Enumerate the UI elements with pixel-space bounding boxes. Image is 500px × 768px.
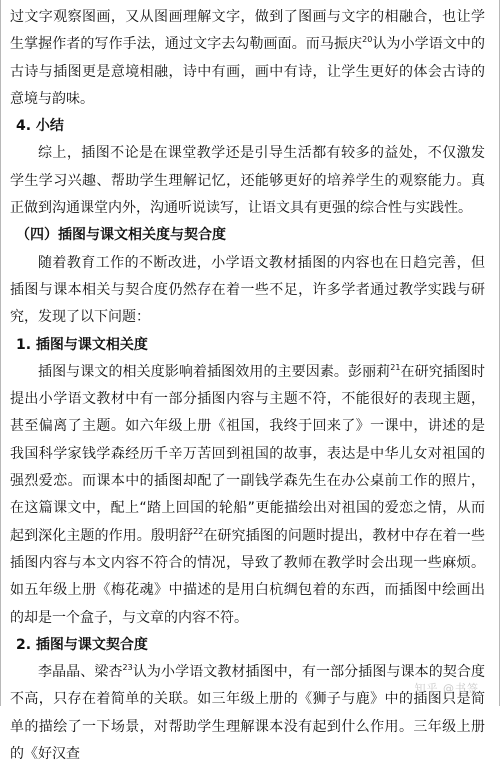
citation-marker: 21 <box>390 362 401 372</box>
heading-section-four: （四）插图与课文相关度与契合度 <box>16 227 226 244</box>
paragraph-text: 过文字观察图画，又从图画理解文字，做到了图画与文字的相融合，也让学生掌握作者的写作手法，通过文字去勾勒画面。而马振庆 <box>10 9 485 53</box>
citation-marker: 23 <box>122 663 133 673</box>
paragraph-text: 认为小学语文中的古诗与插图更是意境相融，诗中有画，画中有诗，让学生更好的体会古诗的意境与韵味。 <box>10 36 486 107</box>
citation-marker: 22 <box>193 526 204 536</box>
paragraph-illustration-text <box>10 4 485 113</box>
heading-fit: 2. 插图与课文契合度 <box>16 636 148 653</box>
paragraph-relevance <box>10 359 485 632</box>
heading-summary: 4. 小结 <box>16 118 64 135</box>
citation-marker: 20 <box>362 35 373 45</box>
paragraph-text: 插图与课文的相关度影响着插图效用的主要因素。彭丽莉 <box>38 363 391 380</box>
watermark: 知乎 @书签 <box>414 682 479 695</box>
paragraph-text: 认为小学语文教材插图中，有一部分插图与课本的契合度不高，只存在着简单的关联。如三年级上册的《狮子与鹿》中的插图只是简单的描绘了一下场景，对帮助学生理解课本没有起到什么作用。三年级上册的《好汉查 <box>10 664 486 763</box>
paragraph-section-intro: 随着教育工作的不断改进，小学语文教材插图的内容也在日趋完善，但插图与课本相关与契合度仍然存在着一些不足，许多学者通过教学实践与研究，发现了以下问题： <box>10 254 485 326</box>
paragraph-text: 在研究插图时提出小学语文教材中有一部分插图内容与主题不符，不能很好的表现主题，甚至偏离了主题。如六年级上册《祖国，我终于回来了》一课中，讲述的是我国科学家钱学森经历千辛万苦回到祖国的故事，表达是中华儿女对祖国的强烈爱恋。而课本中的插图却配了一副钱学森先生在办公桌前工作的照片，在这篇课文中，配上“踏上回国的轮船”更能描绘出对祖国的爱恋之情，从而起到深化主题的作用。殷明舒 <box>10 363 486 544</box>
heading-relevance: 1. 插图与课文相关度 <box>16 336 148 353</box>
paragraph-text: 在研究插图的问题时提出，教材中存在着一些插图内容与本文内容不符合的情况，导致了教师在教学时会出现一些麻烦。如五年级上册《梅花魂》中描述的是用白杭绸包着的东西，而插图中绘画出的却是一个盒子，与文章的内容不符。 <box>10 527 486 626</box>
paragraph-summary: 综上，插图不论是在课堂教学还是引导生活都有较多的益处，不仅激发学生学习兴趣、帮助学生理解记忆，还能够更好的培养学生的观察能力。真正做到沟通课堂内外，沟通听说读写，让语文具有更强的综合性与实践性。 <box>10 145 485 217</box>
paragraph-text: 李晶晶、梁杏 <box>38 664 123 681</box>
paragraph-fit <box>10 659 485 768</box>
